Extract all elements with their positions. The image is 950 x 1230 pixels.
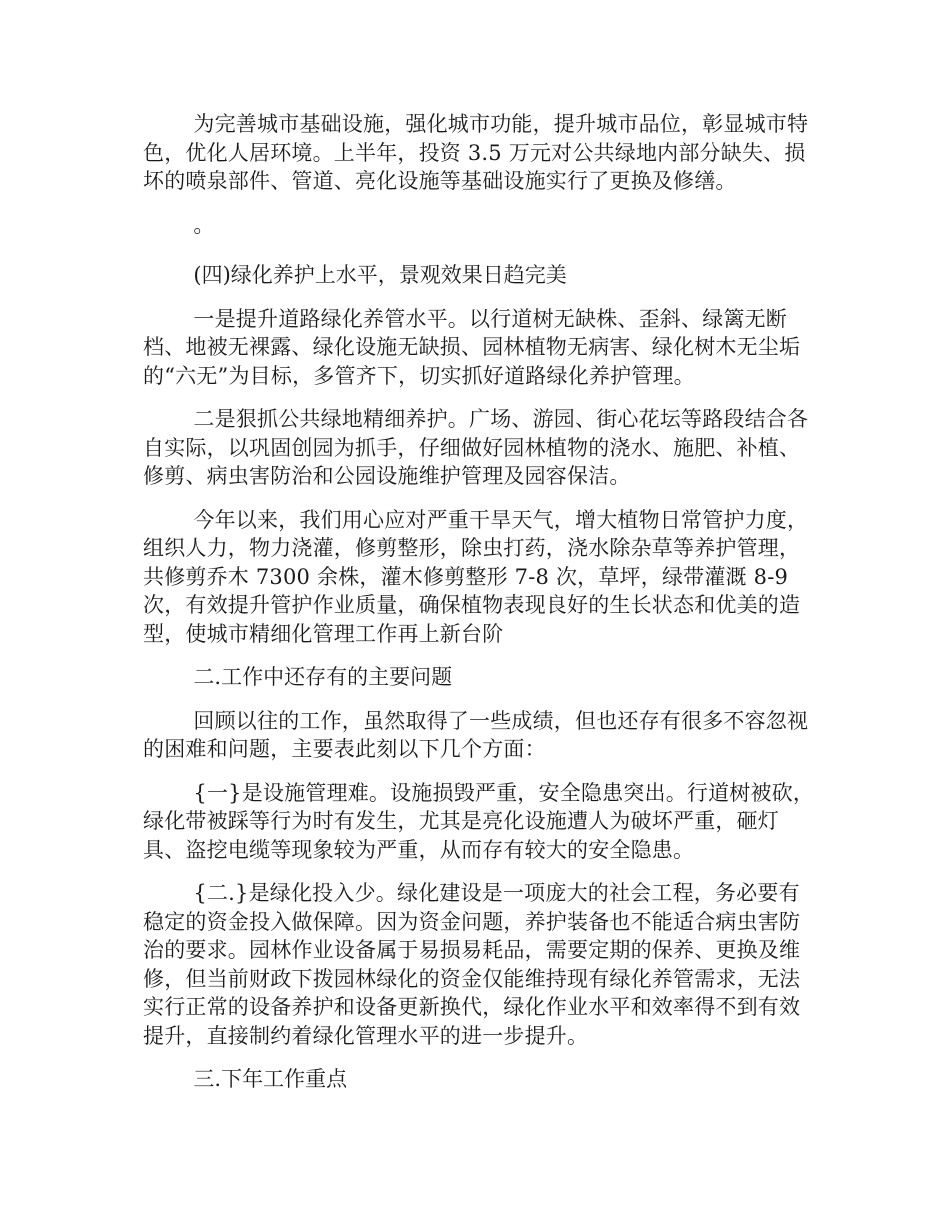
paragraph-investment: {二.}是绿化投入少。绿化建设是一项庞大的社会工程，务必要有稳定的资金投入做保障。因为资金问题，养护装备也不能适合病虫害防治的要求。园林作业设备属于易损易耗品，需要定期的保养、更换及维修，但当前财政下拨园林绿化的资金仅能维持现有绿化养管需求，无法实行正常的设备养护和设备更新换代，绿化作业水平和效率得不到有效提升，直接制约着绿化管理水平的进一步提升。 — [143, 881, 801, 1048]
paragraph-infrastructure: 为完善城市基础设施，强化城市功能，提升城市品位，彰显城市特色，优化人居环境。上半年，投资 3.5 万元对公共绿地内部分缺失、损坏的喷泉部件、管道、亮化设施等基础设施实行了更换及修缮。 — [143, 112, 809, 193]
paragraph-road-greening: 一是提升道路绿化养管水平。以行道树无缺株、歪斜、绿篱无断档、地被无裸露、绿化设施无缺损、园林植物无病害、绿化树木无尘垢的“六无”为目标，多管齐下，切实抓好道路绿化养护管理。 — [143, 306, 801, 388]
paragraph-public-green: 二是狠抓公共绿地精细养护。广场、游园、街心花坛等路段结合各自实际，以巩固创园为抓手，仔细做好园林植物的浇水、施肥、补植、修剪、病虫害防治和公园设施维护管理及园容保洁。 — [143, 407, 809, 488]
section-heading-next-year: 三.下年工作重点 — [193, 1067, 348, 1091]
paragraph-review: 回顾以往的工作，虽然取得了一些成绩，但也还存有很多不容忽视的困难和问题，主要表此刻以下几个方面： — [143, 708, 809, 761]
paragraph-facility-management: {一}是设施管理难。设施损毁严重，安全隐患突出。行道树被砍，绿化带被踩等行为时有发生，尤其是亮化设施遭人为破坏严重，砸灯具、盗挖电缆等现象较为严重，从而存有较大的安全隐患。 — [143, 780, 815, 862]
document-page — [143, 110, 815, 1109]
paragraph-period: 。 — [193, 212, 215, 237]
section-heading-4: (四)绿化养护上水平，景观效果日趋完美 — [193, 263, 567, 287]
section-heading-problems: 二.工作中还存有的主要问题 — [193, 665, 453, 689]
paragraph-drought-response: 今年以来，我们用心应对严重干旱天气，增大植物日常管护力度，组织人力，物力浇灌，修剪整形，除虫打药，浇水除杂草等养护管理，共修剪乔木 7300 余株，灌木修剪整形 7-8 次，草坪，绿带灌溉 8-9 次，有效提升管护作业质量，确保植物表现良好的生长状态和优美的造型，使城市精细化管理工作再上新台阶 — [143, 507, 809, 646]
